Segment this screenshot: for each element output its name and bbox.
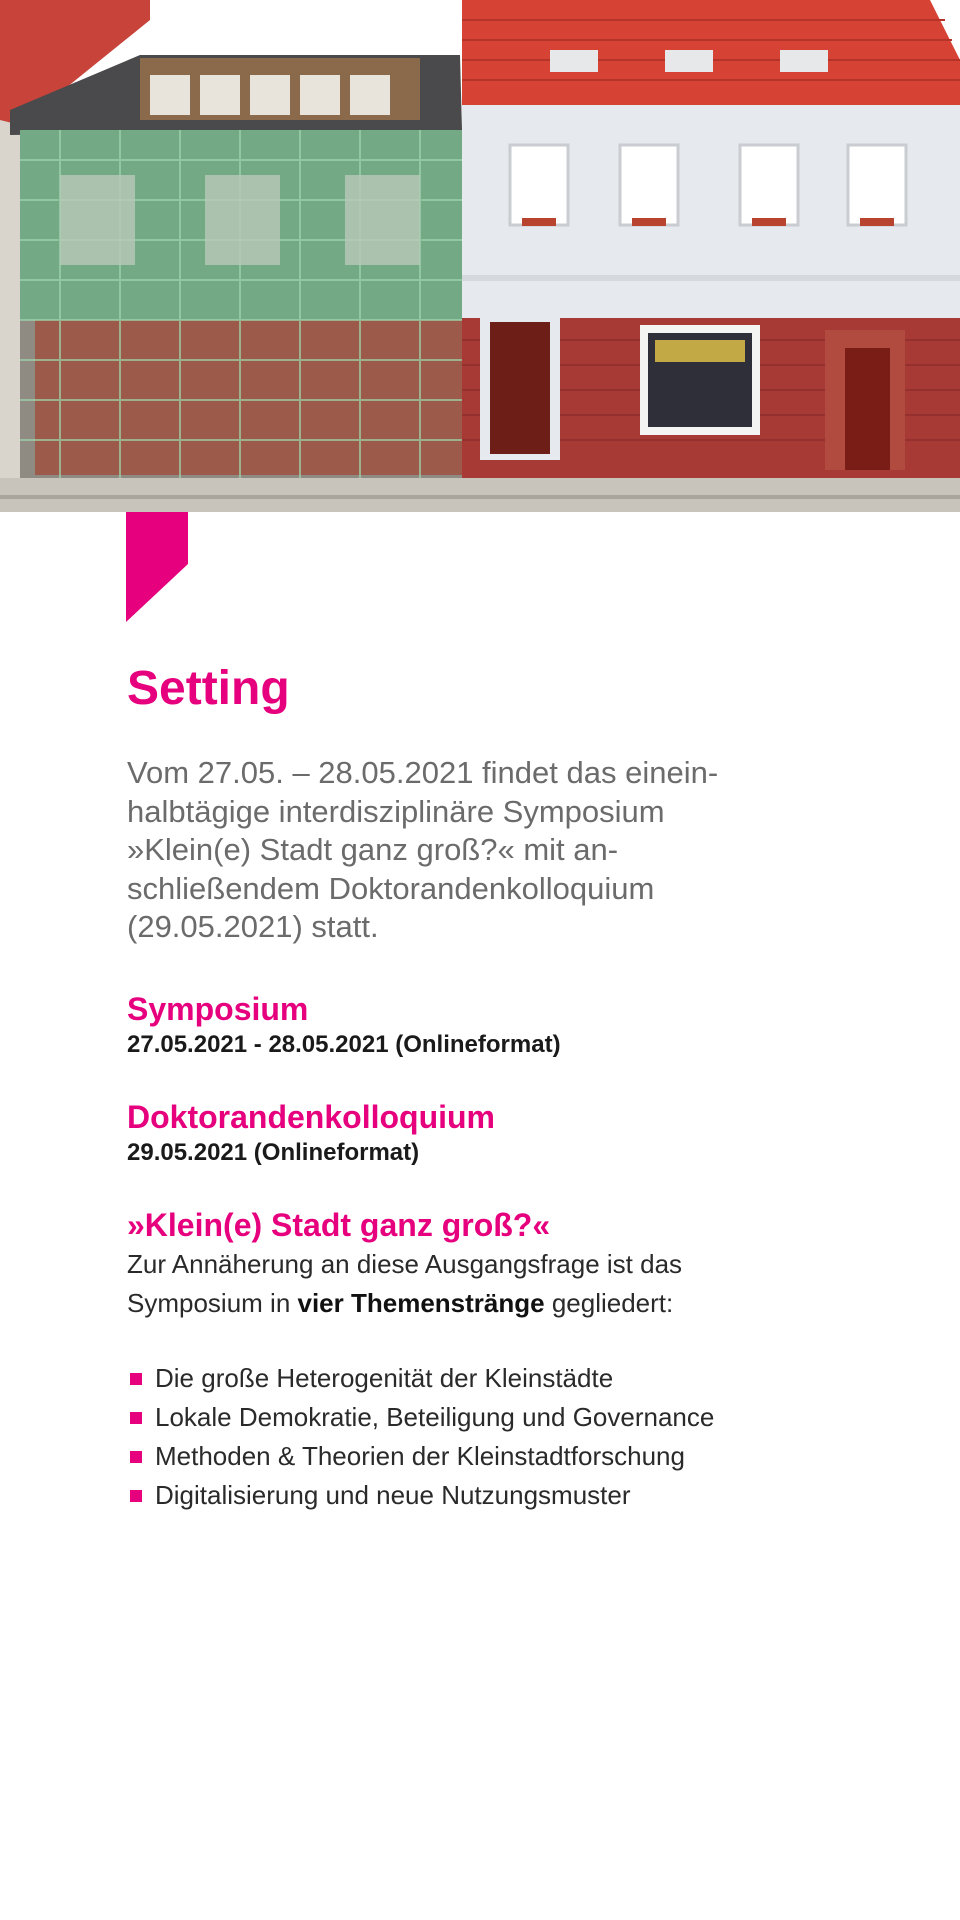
main-content <box>127 660 847 1515</box>
question-text <box>127 1245 847 1323</box>
event-date: 27.05.2021 - 28.05.2021 (Onlineformat) <box>127 1030 561 1058</box>
event-kolloquium <box>127 1097 847 1169</box>
event-heading: Doktorandenkolloquium <box>127 1098 495 1135</box>
intro-line: schließendem Doktorandenkolloquium <box>127 870 655 906</box>
event-symposium <box>127 989 847 1061</box>
emphasis-text: vier Themenstränge <box>297 1287 545 1318</box>
intro-line: Vom 27.05. – 28.05.2021 findet das einein- <box>127 755 719 790</box>
question-heading: »Klein(e) Stadt ganz groß?« <box>127 1206 551 1243</box>
topic-list <box>127 1359 847 1515</box>
street-houses-illustration <box>0 0 960 512</box>
list-item-label: Digitalisierung und neue Nutzungsmuster <box>155 1479 631 1510</box>
square-bullet-icon <box>130 1412 142 1424</box>
event-heading: Symposium <box>127 990 309 1027</box>
list-item <box>127 1476 847 1515</box>
intro-line: halbtägige interdisziplinäre Symposium <box>127 793 665 829</box>
question-section <box>127 1205 847 1323</box>
question-line: Zur Annäherung an diese Ausgangsfrage ist das <box>127 1248 683 1279</box>
hero-photo <box>0 0 960 512</box>
list-item <box>127 1359 847 1398</box>
event-date: 29.05.2021 (Onlineformat) <box>127 1138 420 1166</box>
intro-paragraph <box>127 754 847 947</box>
square-bullet-icon <box>130 1451 142 1463</box>
text-run: gegliedert: <box>544 1287 674 1318</box>
list-item <box>127 1398 847 1437</box>
question-line <box>127 1284 847 1323</box>
accent-flag-shape <box>126 512 188 622</box>
section-title: Setting <box>127 662 290 715</box>
list-item-label: Methoden & Theorien der Kleinstadtforschung <box>155 1440 685 1471</box>
text-run: Symposium in <box>127 1287 298 1318</box>
list-item-label: Die große Heterogenität der Kleinstädte <box>155 1362 614 1393</box>
intro-line: »Klein(e) Stadt ganz groß?« mit an- <box>127 832 619 867</box>
list-item-label: Lokale Demokratie, Beteiligung und Governance <box>155 1401 715 1432</box>
intro-line: (29.05.2021) statt. <box>127 909 379 944</box>
square-bullet-icon <box>130 1373 142 1385</box>
square-bullet-icon <box>130 1490 142 1502</box>
list-item <box>127 1437 847 1476</box>
